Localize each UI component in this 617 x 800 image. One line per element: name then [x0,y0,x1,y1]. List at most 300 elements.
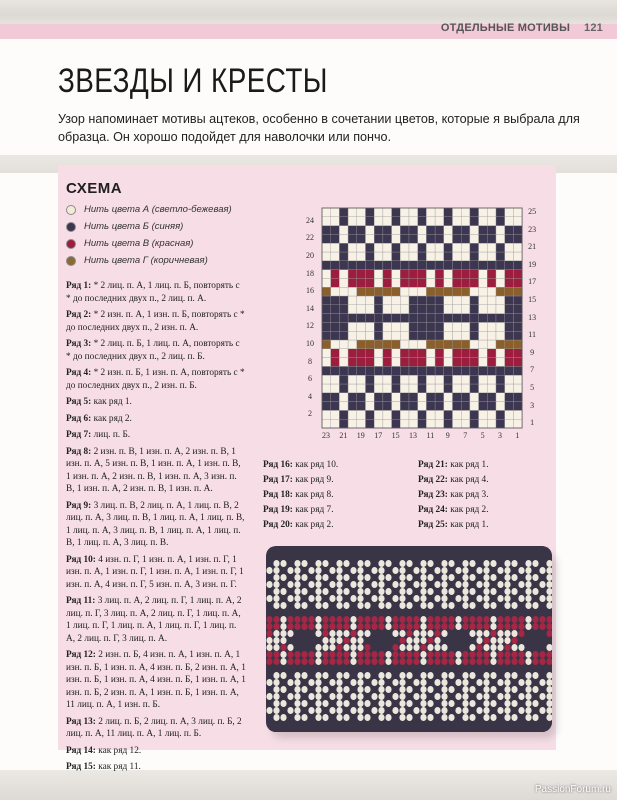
knit-stitch [315,609,321,616]
knit-stitch [273,560,279,567]
row-number-label: 5 [530,383,535,392]
chart-cell [348,393,357,402]
knit-stitch [336,581,342,588]
knit-stitch [441,658,447,665]
knit-stitch [343,651,349,658]
knit-stitch [413,665,419,672]
knit-stitch [266,721,272,728]
knit-stitch [378,644,384,651]
chart-cell [479,287,488,296]
chart-cell [357,375,366,384]
chart-cell [505,314,514,323]
knit-stitch [427,602,433,609]
knit-stitch [392,630,398,637]
knit-stitch [322,630,328,637]
knit-stitch [287,707,293,714]
chart-cell [444,331,453,340]
knit-stitch [469,707,475,714]
knit-stitch [427,644,433,651]
chart-cell [392,208,401,217]
chart-cell [348,305,357,314]
knit-stitch [343,637,349,644]
knit-stitch [427,637,433,644]
chart-cell [453,270,462,279]
knit-stitch [518,609,524,616]
chart-cell [479,296,488,305]
knit-stitch [315,553,321,560]
chart-cell [392,410,401,419]
knit-stitch [266,651,272,658]
knit-stitch [294,546,300,553]
chart-cell [426,366,435,375]
knit-stitch [532,644,538,651]
chart-cell [470,331,479,340]
knit-stitch [329,714,335,721]
knit-stitch [532,616,538,623]
knit-stitch [462,553,468,560]
knit-stitch [385,567,391,574]
knit-stitch [364,595,370,602]
legend-item-c [66,235,232,252]
knit-stitch [476,595,482,602]
chart-cell [461,314,470,323]
knit-stitch [287,637,293,644]
chart-cell [339,287,348,296]
knit-stitch [322,546,328,553]
knit-stitch [273,588,279,595]
chart-cell [418,243,427,252]
chart-cell [366,314,375,323]
knit-stitch [287,588,293,595]
knit-stitch [497,693,503,700]
chart-cell [366,384,375,393]
knit-stitch [266,560,272,567]
knit-stitch [280,644,286,651]
knit-stitch [448,672,454,679]
knit-stitch [434,658,440,665]
chart-cell [400,243,409,252]
knit-stitch [371,714,377,721]
knit-stitch [497,560,503,567]
knit-stitch [434,665,440,672]
knit-stitch [301,616,307,623]
knit-stitch [420,686,426,693]
knit-stitch [322,623,328,630]
knit-stitch [350,665,356,672]
knit-stitch [406,581,412,588]
chart-cell [444,366,453,375]
knit-stitch [308,721,314,728]
knit-stitch [413,546,419,553]
knit-stitch [308,609,314,616]
knit-stitch [280,693,286,700]
knit-stitch [427,665,433,672]
knit-stitch [294,686,300,693]
chart-cell [331,278,340,287]
knit-stitch [532,623,538,630]
knit-stitch [441,574,447,581]
knit-stitch [294,651,300,658]
chart-cell [496,358,505,367]
stitch-number-label: 15 [391,431,400,440]
chart-cell [374,305,383,314]
chart-cell [400,217,409,226]
knit-stitch [455,686,461,693]
chart-cell [348,340,357,349]
chart-cell [505,393,514,402]
chart-cell [470,419,479,428]
knit-stitch [441,721,447,728]
chart-cell [322,287,331,296]
chart-cell [418,314,427,323]
chart-cell [453,287,462,296]
knit-stitch [413,686,419,693]
knit-stitch [455,679,461,686]
knit-stitch [280,553,286,560]
knit-stitch [322,714,328,721]
chart-cell [357,243,366,252]
chart-cell [513,366,522,375]
knit-stitch [420,581,426,588]
knit-stitch [392,707,398,714]
knit-stitch [343,588,349,595]
knit-stitch [273,595,279,602]
knit-stitch [490,567,496,574]
knit-stitch [518,679,524,686]
knit-stitch [434,630,440,637]
knit-stitch [329,651,335,658]
knit-stitch [448,644,454,651]
knit-stitch [343,679,349,686]
chart-cell [383,270,392,279]
knit-stitch [294,679,300,686]
knit-stitch [378,665,384,672]
knit-stitch [350,707,356,714]
chart-cell [426,314,435,323]
knit-stitch [364,581,370,588]
knit-stitch [532,553,538,560]
chart-cell [392,358,401,367]
knit-stitch [532,679,538,686]
row-instructions-middle [263,458,403,533]
knit-stitch [301,581,307,588]
chart-cell [496,322,505,331]
chart-cell [426,375,435,384]
knit-stitch [497,714,503,721]
chart-cell [383,296,392,305]
chart-cell [435,349,444,358]
chart-cell [374,234,383,243]
chart-cell [453,384,462,393]
knit-stitch [378,686,384,693]
chart-cell [418,393,427,402]
chart-cell [383,393,392,402]
knit-stitch [469,672,475,679]
chart-cell [505,402,514,411]
knit-stitch [371,574,377,581]
knit-stitch [371,595,377,602]
knit-stitch [518,637,524,644]
knit-stitch [539,651,545,658]
knit-stitch [266,630,272,637]
knit-stitch [420,637,426,644]
knit-stitch [364,602,370,609]
knit-stitch [413,700,419,707]
knit-stitch [364,686,370,693]
knit-stitch [490,644,496,651]
knit-stitch [525,707,531,714]
chart-cell [444,287,453,296]
row-number-label: 14 [306,303,314,313]
chart-cell [392,261,401,270]
knit-stitch [420,665,426,672]
knit-stitch [336,567,342,574]
chart-cell [339,278,348,287]
knit-stitch [322,602,328,609]
knit-stitch [525,686,531,693]
chart-cell [444,340,453,349]
chart-cell [479,393,488,402]
chart-cell [400,419,409,428]
chart-cell [400,402,409,411]
row-11: Ряд 11: 3 лиц. п. А, 2 лиц. п. Г, 1 лиц. п. А, 2 лиц. п. Г, 3 лиц. п. А, 2 лиц. п. Г, 1 лиц. п. А, 1 лиц. п. Г, 1 лиц. п. А, 1 лиц. п. Г, 1 лиц. п. А, 2 лиц. п. Г, 3 лиц. п. А. [66,596,242,644]
chart-cell [487,252,496,261]
chart-cell [513,419,522,428]
chart-cell [470,226,479,235]
chart-cell [374,402,383,411]
knit-stitch [315,644,321,651]
chart-cell [339,322,348,331]
legend-item-b [66,218,232,235]
knit-stitch [518,665,524,672]
chart-cell [400,340,409,349]
knit-stitch [441,707,447,714]
knit-stitch [455,602,461,609]
chart-cell [505,278,514,287]
knit-stitch [329,658,335,665]
knit-stitch [525,658,531,665]
chart-cell [479,226,488,235]
chart-cell [426,393,435,402]
row-8: Ряд 8: 2 изн. п. В, 1 изн. п. А, 2 изн. п. В, 1 изн. п. А, 5 изн. п. В, 1 изн. п. А, 1 изн. п. В, 1 изн. п. А, 2 изн. п. В, 1 изн. п. А, 3 изн. п. В, 1 изн. п. А, 2 изн. п. В, 1 изн. п. А. [66,446,241,494]
row-10: Ряд 10: 4 изн. п. Г, 1 изн. п. А, 1 изн. п. Г, 1 изн. п. А, 1 изн. п. Г, 1 изн. п. А, 1 изн. п. Г, 1 изн. п. А, 4 изн. п. Г, 5 изн. п. А, 3 изн. п. Г. [66,554,244,590]
knit-stitch [490,707,496,714]
knit-stitch [357,637,363,644]
knit-stitch [392,553,398,560]
chart-cell [453,322,462,331]
intro-paragraph: Узор напоминает мотивы ацтеков, особенно в сочетании цветов, которые я выбрала для образца. Он хорошо подойдет для наволочки или пончо. [58,112,580,144]
knit-stitch [266,686,272,693]
knit-stitch [413,707,419,714]
knit-stitch [343,644,349,651]
knit-stitch [385,693,391,700]
chart-cell [374,296,383,305]
knit-stitch [504,546,510,553]
row-13: Ряд 13: 2 лиц. п. Б, 2 лиц. п. А, 3 лиц. п. Б, 2 лиц. п. А, 11 лиц. п. А, 1 лиц. п. Б. [66,716,242,739]
knit-stitch [392,609,398,616]
chart-cell [322,278,331,287]
knit-stitch [322,707,328,714]
chart-cell [409,393,418,402]
knit-stitch [280,574,286,581]
knit-stitch [294,616,300,623]
chart-cell [409,375,418,384]
chart-cell [513,340,522,349]
knit-stitch [532,665,538,672]
knit-stitch [483,672,489,679]
knit-stitch [441,560,447,567]
knit-stitch [301,553,307,560]
chart-cell [348,384,357,393]
chart-cell [453,278,462,287]
knit-stitch [476,623,482,630]
chart-cell [348,252,357,261]
chart-cell [322,410,331,419]
knit-stitch [406,714,412,721]
knit-stitch [350,567,356,574]
knit-stitch [420,658,426,665]
knit-stitch [490,658,496,665]
knit-stitch [294,581,300,588]
knit-stitch [539,553,545,560]
knit-stitch [301,693,307,700]
knit-stitch [441,546,447,553]
knit-stitch [294,665,300,672]
knit-stitch [399,693,405,700]
knit-stitch [308,574,314,581]
knit-stitch [455,665,461,672]
chart-cell [357,296,366,305]
knit-stitch [308,630,314,637]
chart-cell [453,340,462,349]
knit-stitch [280,700,286,707]
knit-stitch [504,679,510,686]
chart-cell [470,296,479,305]
chart-cell [513,208,522,217]
knit-stitch [504,616,510,623]
chart-cell [444,252,453,261]
chart-cell [426,243,435,252]
knit-stitch [462,616,468,623]
knit-stitch [315,588,321,595]
knit-stitch [273,609,279,616]
knit-stitch [469,721,475,728]
knit-stitch [532,672,538,679]
knit-stitch [266,546,272,553]
knit-stitch [476,679,482,686]
chart-cell [513,410,522,419]
knit-stitch [399,721,405,728]
knit-stitch [539,588,545,595]
knit-stitch [539,609,545,616]
knit-stitch [525,714,531,721]
chart-cell [505,287,514,296]
knit-stitch [350,672,356,679]
chart-cell [513,234,522,243]
knit-stitch [357,560,363,567]
knit-stitch [427,714,433,721]
chart-cell [383,402,392,411]
knit-stitch [504,700,510,707]
knit-stitch [343,553,349,560]
chart-cell [331,287,340,296]
knit-stitch [441,693,447,700]
knit-stitch [371,560,377,567]
chart-cell [357,252,366,261]
chart-cell [383,287,392,296]
knit-stitch [287,658,293,665]
chart-cell [505,384,514,393]
chart-cell [348,261,357,270]
knit-stitch [490,672,496,679]
knit-stitch [329,581,335,588]
knit-stitch [266,574,272,581]
knit-stitch [315,651,321,658]
knit-stitch [322,595,328,602]
chart-cell [357,305,366,314]
chart-cell [418,384,427,393]
knit-stitch [511,679,517,686]
knit-stitch [504,672,510,679]
knit-stitch [301,630,307,637]
chart-cell [487,349,496,358]
knit-stitch [525,560,531,567]
knit-stitch [266,588,272,595]
chart-cell [383,217,392,226]
knit-stitch [329,672,335,679]
knit-stitch [357,623,363,630]
row-4: Ряд 4: * 2 изн. п. Б, 1 изн. п. А, повторять с * до последних двух п., 2 изн. п. Б. [66,368,245,391]
knit-stitch [427,651,433,658]
knit-stitch [448,595,454,602]
chart-cell [331,314,340,323]
knit-stitch [301,560,307,567]
legend-label: Нить цвета Б (синяя) [84,221,184,232]
knit-stitch [315,630,321,637]
chart-cell [453,314,462,323]
knit-stitch [448,637,454,644]
knit-stitch [364,665,370,672]
chart-cell [366,349,375,358]
chart-cell [496,331,505,340]
knit-stitch [413,581,419,588]
chart-cell [513,243,522,252]
knit-stitch [406,588,412,595]
chart-cell [348,208,357,217]
knit-stitch [392,679,398,686]
chart-cell [426,419,435,428]
chart-cell [322,331,331,340]
knit-stitch [532,714,538,721]
knit-stitch [308,588,314,595]
chart-cell [461,305,470,314]
knit-stitch [308,637,314,644]
knit-stitch [322,581,328,588]
knit-stitch [497,637,503,644]
chart-cell [374,287,383,296]
row-number-label: 23 [528,224,537,234]
knit-stitch [532,693,538,700]
chart-cell [366,340,375,349]
knit-stitch [539,721,545,728]
knit-stitch [280,595,286,602]
knit-stitch [378,595,384,602]
knit-stitch [413,595,419,602]
knit-stitch [385,721,391,728]
chart-cell [400,366,409,375]
knit-stitch [504,595,510,602]
chart-cell [392,331,401,340]
